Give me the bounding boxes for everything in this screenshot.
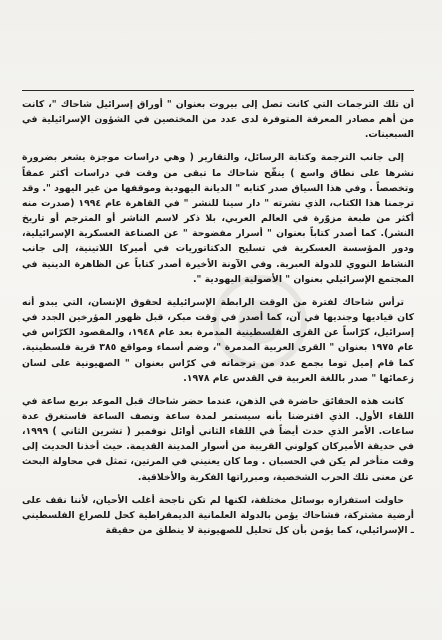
paragraph-5: حاولت استفزازه بوسائل مختلفة، لكنها لم تكن ناجحة أغلب الأحيان، لأننا نقف على أرضية مشتركة، فشاحاك يؤمن بالدولة العلمانية الديمقراطية كحل للصراع الفلسطيني ـ الإسرائيلي، كما يؤمن بأن كل تحليل للصهيونية لا ينطلق من حقيقة bbox=[22, 494, 414, 537]
paragraph-1: أن تلك الترجمات التي كانت تصل إلى بيروت بعنوان " أوراق إسرائيل شاحاك "، كانت من أهم مصادر المعرفة المتوفرة لدى عدد من المختصين في الشؤون الإسرائيلية في السبعينات. bbox=[22, 99, 414, 141]
paragraph-4: كانت هذه الحقائق حاضرة في الذهن، عندما حضر شاحاك قبل الموعد بربع ساعة في اللقاء الأول. الذي افترضنا بأنه سيستمر لمدة ساعة ونصف الساعة فاستغرق عدة ساعات. الأمر الذي حدث أيضاً في اللقاء الثاني أوائل نوفمبر ( تشرين الثاني ) ١٩٩٩، في حديقة الأميركان كولوني القريبة من أسوار المدينة القديمة. حيث أخذنا الحديث إلى وقت متأخر لم يكن في الحسبان . وما كان يعنيني في المرتين، تمثل في محاولة البحث عن معنى تلك الحرب الشخصية، ومبرراتها الفكرية والأخلاقية. bbox=[22, 395, 414, 483]
paragraph-3: ترأس شاحاك لفترة من الوقت الرابطة الإسرائيلية لحقوق الإنسان، التي يبدو أنه كان قياديها وجنديها في آن، كما أصدر في وقت مبكر، قبل ظهور المؤرخين الجدد في إسرائيل، كرّاساً عن القرى الفلسطينية المدمرة بعد عام ١٩٤٨، والمقصود الكرّاس في عام ١٩٧٥ بعنوان " القرى العربية المدمرة "، وضم أسماء ومواقع ٣٨٥ قرية فلسطينية. كما قام إميل توما بجمع عدد من ترجماته في كرّاس بعنوان " الصهيونية على لسان زعمائها " صدر باللغة العربية في القدس عام ١٩٧٨. bbox=[22, 296, 414, 384]
paragraph-2: إلى جانب الترجمة وكتابة الرسائل، والتقارير ( وهي دراسات موجزة يشعر بضرورة نشرها على نطاق واسع ) ينقّح شاحاك ما تبقى من وقت في دراسات أكثر عمقاً وتخصصاً . وفي هذا السياق صدر كتابه " الديانة اليهودية وموقفها من غير اليهود ". وقد ترجمنا هذا الكتاب، الذي نشرته " دار سينا للنشر " في القاهرة عام ١٩٩٤ (صدرت منه أكثر من طبعة مزوّرة في العالم العربي، بلا ذكر لاسم الناشر أو المترجم أو تاريخ النشر). كما أصدر كتاباً بعنوان " أسرار مفضوحة " عن الصناعة العسكرية الإسرائيلية، ودور المؤسسة العسكرية في تسليح الدكتاتوريات في أميركا اللاتينية، إلى جانب النشاط النووي للدولة العبرية. وفي الآونة الأخيرة أصدر كتاباً عن الظاهرة الدينية في المجتمع الإسرائيلي بعنوان " الأصولية اليهودية ". bbox=[22, 152, 414, 285]
top-divider-rule bbox=[22, 90, 414, 91]
document-body bbox=[22, 97, 414, 546]
